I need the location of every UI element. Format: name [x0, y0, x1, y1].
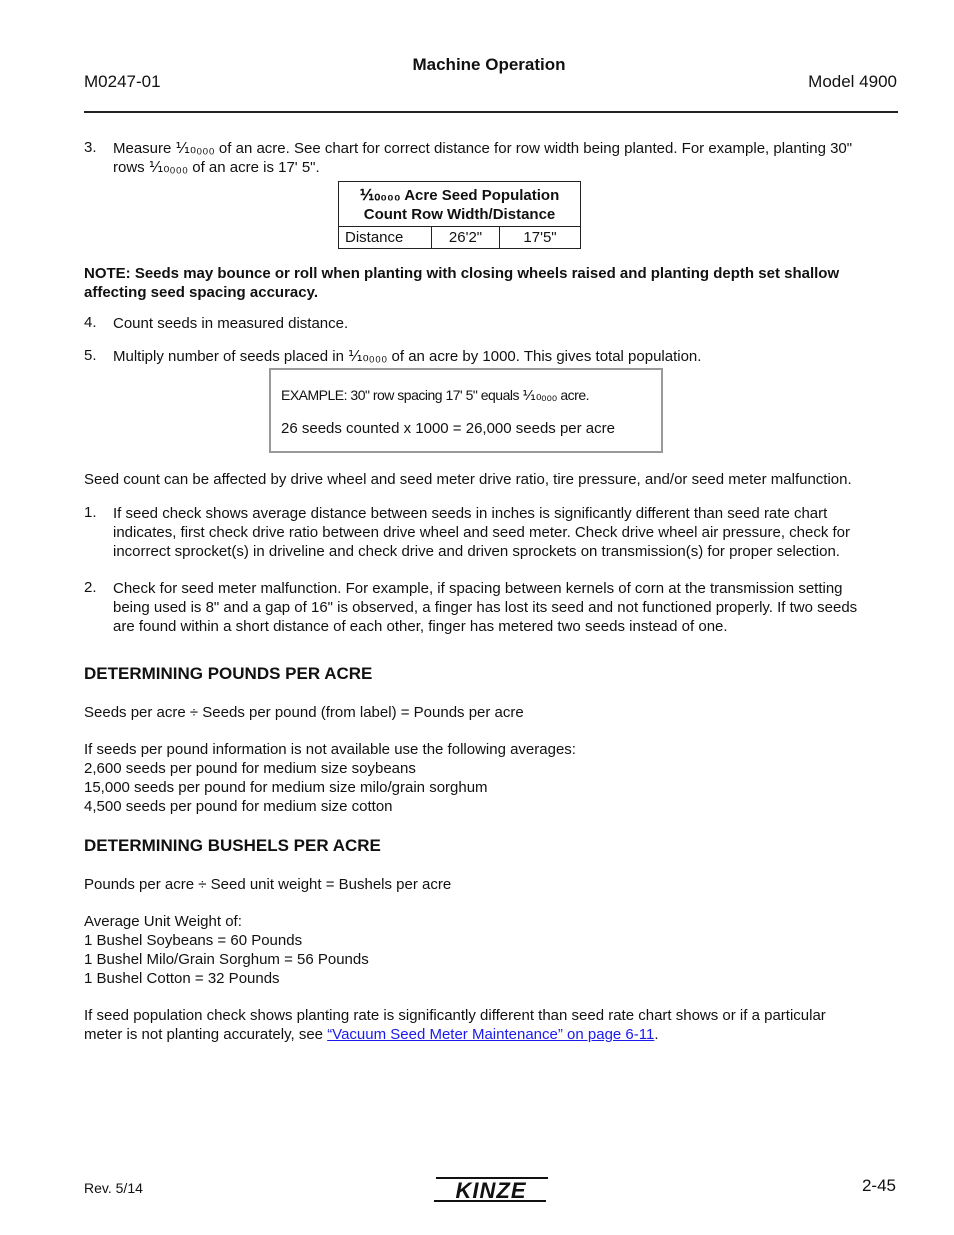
bushels-weight-item: 1 Bushel Soybeans = 60 Pounds — [84, 932, 303, 949]
table-cell-value: 26'2" — [432, 227, 500, 249]
pounds-heading: DETERMINING POUNDS PER ACRE — [84, 664, 373, 683]
svg-text:KINZE: KINZE — [455, 1178, 527, 1203]
check2-line: are found within a short distance of each other, finger has metered two seeds instead of one. — [113, 618, 728, 635]
step5-number: 5. — [84, 347, 97, 364]
bushels-weights-intro: Average Unit Weight of: — [84, 913, 242, 930]
table-title-line2: Count Row Width/Distance — [363, 206, 556, 223]
page-number: 2-45 — [861, 1176, 896, 1195]
seed-population-table — [338, 181, 581, 249]
table-title-line1: ⅒₀₀₀ Acre Seed Population — [359, 187, 560, 204]
pounds-formula: Seeds per acre ÷ Seeds per pound (from label) = Pounds per acre — [84, 704, 524, 721]
closing-prefix: meter is not planting accurately, see — [84, 1026, 328, 1043]
check2-line: being used is 8" and a gap of 16" is observed, a finger has lost its seed and not functioned properly. If two seeds — [113, 599, 858, 616]
vacuum-seed-meter-link[interactable]: “Vacuum Seed Meter Maintenance” on page 6-11 — [327, 1026, 655, 1043]
table-cell-value: 17'5" — [500, 227, 581, 249]
table-header — [339, 182, 581, 227]
closing-line2 — [84, 1025, 659, 1044]
kinze-logo-icon — [432, 1176, 550, 1204]
check1-line: incorrect sprocket(s) in driveline and check drive and driven sprockets on transmission(s) for proper selection. — [113, 543, 840, 560]
kinze-logo — [432, 1176, 550, 1204]
pounds-average-item: 15,000 seeds per pound for medium size milo/grain sorghum — [84, 779, 488, 796]
check2-line: Check for seed meter malfunction. For example, if spacing between kernels of corn at the transmission setting — [113, 580, 843, 597]
table-row-label: Distance — [339, 227, 432, 249]
example-line1: EXAMPLE: 30" row spacing 17' 5" equals ⅒₀₀₀ acre. — [281, 387, 589, 403]
step4-number: 4. — [84, 314, 97, 331]
seed-count-intro: Seed count can be affected by drive wheel and seed meter drive ratio, tire pressure, and/or seed meter malfunction. — [84, 471, 852, 488]
example-box — [269, 368, 663, 453]
closing-suffix: . — [654, 1026, 659, 1043]
note-line2: affecting seed spacing accuracy. — [84, 284, 318, 301]
section-title: Machine Operation — [412, 55, 566, 74]
check1-number: 1. — [84, 504, 97, 521]
example-line2: 26 seeds counted x 1000 = 26,000 seeds per acre — [281, 420, 615, 437]
pounds-avg-intro: If seeds per pound information is not available use the following averages: — [84, 741, 576, 758]
pounds-average-item: 2,600 seeds per pound for medium size soybeans — [84, 760, 416, 777]
check1-line: indicates, first check drive ratio between drive wheel and seed meter. Check drive wheel air pressure, check for — [113, 524, 851, 541]
step4-text: Count seeds in measured distance. — [113, 315, 349, 332]
bushels-weight-item: 1 Bushel Milo/Grain Sorghum = 56 Pounds — [84, 951, 369, 968]
header-rule — [84, 111, 898, 113]
closing-line1: If seed population check shows planting rate is significantly different than seed rate chart shows or if a particular — [84, 1007, 826, 1024]
note-line1: NOTE: Seeds may bounce or roll when planting with closing wheels raised and planting depth set shallow — [84, 265, 840, 282]
bushels-heading: DETERMINING BUSHELS PER ACRE — [84, 836, 381, 855]
bushels-weight-item: 1 Bushel Cotton = 32 Pounds — [84, 970, 280, 987]
model-label: Model 4900 — [808, 72, 897, 91]
step3-number: 3. — [84, 139, 97, 156]
step3-line2: rows ⅒₀₀₀ of an acre is 17' 5". — [113, 159, 320, 176]
check1-line: If seed check shows average distance between seeds in inches is significantly different than seed rate chart — [113, 505, 828, 522]
step3-line1: Measure ⅒₀₀₀ of an acre. See chart for correct distance for row width being planted. For example, planting 30" — [113, 140, 853, 157]
doc-number: M0247-01 — [84, 72, 161, 91]
check2-number: 2. — [84, 579, 97, 596]
bushels-formula: Pounds per acre ÷ Seed unit weight = Bushels per acre — [84, 876, 452, 893]
revision-label: Rev. 5/14 — [84, 1180, 143, 1196]
pounds-average-item: 4,500 seeds per pound for medium size cotton — [84, 798, 393, 815]
step5-text: Multiply number of seeds placed in ⅒₀₀₀ of an acre by 1000. This gives total population. — [113, 348, 702, 365]
